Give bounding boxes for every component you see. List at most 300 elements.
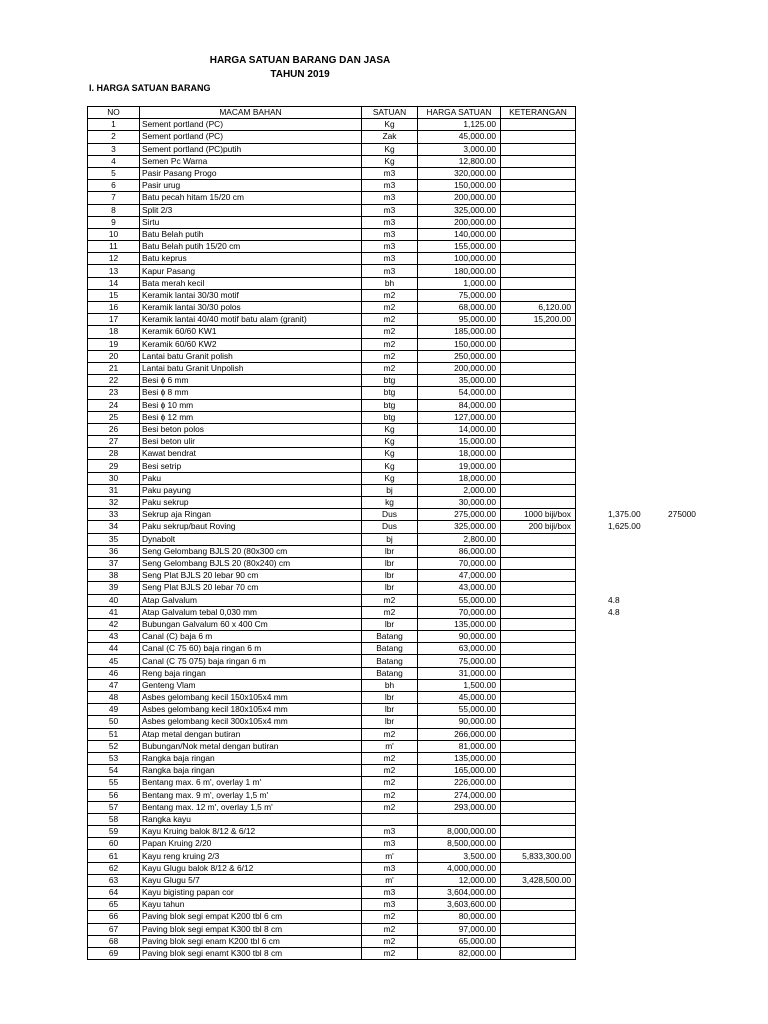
material-name: Atap Galvalum (140, 594, 362, 606)
remark (501, 436, 576, 448)
material-name: Sement portland (PC) (140, 119, 362, 131)
material-name: Sekrup aja Ringan (140, 509, 362, 521)
unit-price: 63,000.00 (418, 643, 501, 655)
row-number: 56 (88, 789, 140, 801)
material-name: Keramik lantai 40/40 motif batu alam (granit) (140, 314, 362, 326)
material-name: Kawat bendrat (140, 448, 362, 460)
unit: m3 (362, 826, 418, 838)
unit: m2 (362, 789, 418, 801)
material-name: Keramik lantai 30/30 motif (140, 289, 362, 301)
unit-price: 140,000.00 (418, 228, 501, 240)
row-number: 59 (88, 826, 140, 838)
material-name: Kapur Pasang (140, 265, 362, 277)
material-name: Lantai batu Granit Unpolish (140, 362, 362, 374)
unit-price: 19,000.00 (418, 460, 501, 472)
remark (501, 448, 576, 460)
material-name: Paku sekrup (140, 497, 362, 509)
row-number: 25 (88, 411, 140, 423)
material-name: Bentang max. 12 m', overlay 1,5 m' (140, 801, 362, 813)
unit-price: 127,000.00 (418, 411, 501, 423)
material-name: Kayu Glugu 5/7 (140, 874, 362, 886)
row-number: 47 (88, 679, 140, 691)
unit: Batang (362, 655, 418, 667)
table-row (88, 765, 576, 777)
unit: m3 (362, 838, 418, 850)
unit-price: 135,000.00 (418, 618, 501, 630)
row-number: 63 (88, 874, 140, 886)
remark (501, 192, 576, 204)
remark (501, 618, 576, 630)
material-name: Keramik 60/60 KW2 (140, 338, 362, 350)
material-name: Canal (C 75 60) baja ringan 6 m (140, 643, 362, 655)
unit: Zak (362, 131, 418, 143)
table-row (88, 557, 576, 569)
table-row (88, 777, 576, 789)
unit: lbr (362, 716, 418, 728)
material-name: Besi setrip (140, 460, 362, 472)
row-number: 49 (88, 704, 140, 716)
row-number: 66 (88, 911, 140, 923)
unit: Kg (362, 472, 418, 484)
unit: m3 (362, 192, 418, 204)
remark (501, 241, 576, 253)
remark (501, 801, 576, 813)
row-number: 13 (88, 265, 140, 277)
unit: m2 (362, 947, 418, 959)
unit-price: 325,000.00 (418, 521, 501, 533)
material-name: Reng baja ringan (140, 667, 362, 679)
material-name: Besi beton ulir (140, 436, 362, 448)
table-row (88, 947, 576, 959)
material-name: Batu pecah hitam 15/20 cm (140, 192, 362, 204)
unit: kg (362, 497, 418, 509)
remark (501, 362, 576, 374)
remark (501, 570, 576, 582)
remark (501, 582, 576, 594)
unit: lbr (362, 570, 418, 582)
row-number: 16 (88, 302, 140, 314)
material-name: Genteng Vlam (140, 679, 362, 691)
unit: btg (362, 375, 418, 387)
row-number: 2 (88, 131, 140, 143)
remark (501, 131, 576, 143)
row-number: 20 (88, 350, 140, 362)
table-row (88, 679, 576, 691)
table-row (88, 692, 576, 704)
unit-price: 65,000.00 (418, 935, 501, 947)
table-row (88, 655, 576, 667)
table-row (88, 594, 576, 606)
table-row (88, 411, 576, 423)
remark (501, 338, 576, 350)
material-name: Paku sekrup/baut Roving (140, 521, 362, 533)
unit: m' (362, 850, 418, 862)
row-number: 52 (88, 740, 140, 752)
remark (501, 411, 576, 423)
table-header-row (88, 107, 576, 119)
remark (501, 899, 576, 911)
row-number: 64 (88, 887, 140, 899)
unit: Kg (362, 460, 418, 472)
table-row (88, 265, 576, 277)
unit-price: 12,800.00 (418, 155, 501, 167)
row-number: 37 (88, 557, 140, 569)
column-header-satuan: SATUAN (362, 107, 418, 119)
material-name: Sement portland (PC) (140, 131, 362, 143)
unit: Batang (362, 643, 418, 655)
remark (501, 838, 576, 850)
table-row (88, 570, 576, 582)
unit-price: 274,000.00 (418, 789, 501, 801)
unit: m2 (362, 911, 418, 923)
unit-price: 86,000.00 (418, 545, 501, 557)
unit-price: 95,000.00 (418, 314, 501, 326)
remark (501, 277, 576, 289)
table-row (88, 155, 576, 167)
material-name: Kayu Glugu balok 8/12 & 6/12 (140, 862, 362, 874)
row-number: 28 (88, 448, 140, 460)
unit-price: 14,000.00 (418, 423, 501, 435)
unit-price: 165,000.00 (418, 765, 501, 777)
row-number: 46 (88, 667, 140, 679)
remark (501, 472, 576, 484)
table-row (88, 362, 576, 374)
remark (501, 265, 576, 277)
table-row (88, 911, 576, 923)
remark (501, 692, 576, 704)
unit-price: 18,000.00 (418, 472, 501, 484)
row-number: 32 (88, 497, 140, 509)
unit-price: 82,000.00 (418, 947, 501, 959)
remark (501, 631, 576, 643)
remark (501, 679, 576, 691)
table-row (88, 338, 576, 350)
remark (501, 606, 576, 618)
unit: m2 (362, 350, 418, 362)
unit-price: 1,125.00 (418, 119, 501, 131)
row-number: 1 (88, 119, 140, 131)
material-name: Besi ɸ 10 mm (140, 399, 362, 411)
row-number: 42 (88, 618, 140, 630)
unit: m2 (362, 935, 418, 947)
table-row (88, 509, 576, 521)
unit: Kg (362, 143, 418, 155)
material-name: Semen Pc Warna (140, 155, 362, 167)
row-number: 12 (88, 253, 140, 265)
remark (501, 484, 576, 496)
table-row (88, 667, 576, 679)
unit-price: 35,000.00 (418, 375, 501, 387)
remark (501, 350, 576, 362)
table-row (88, 180, 576, 192)
row-number: 58 (88, 813, 140, 825)
table-row (88, 716, 576, 728)
unit: bj (362, 484, 418, 496)
material-name: Bata merah kecil (140, 277, 362, 289)
remark (501, 497, 576, 509)
unit-price: 4,000,000.00 (418, 862, 501, 874)
table-row (88, 813, 576, 825)
table-body (88, 119, 576, 960)
unit-price: 3,603,600.00 (418, 899, 501, 911)
material-name: Seng Plat BJLS 20 lebar 90 cm (140, 570, 362, 582)
row-number: 39 (88, 582, 140, 594)
remark (501, 704, 576, 716)
unit: Batang (362, 667, 418, 679)
unit: Kg (362, 155, 418, 167)
material-name: Bubungan/Nok metal dengan butiran (140, 740, 362, 752)
unit-price: 250,000.00 (418, 350, 501, 362)
row-number: 15 (88, 289, 140, 301)
unit: m3 (362, 265, 418, 277)
row-number: 4 (88, 155, 140, 167)
remark (501, 655, 576, 667)
row-number: 30 (88, 472, 140, 484)
unit-price: 97,000.00 (418, 923, 501, 935)
table-row (88, 899, 576, 911)
table-row (88, 192, 576, 204)
unit: lbr (362, 582, 418, 594)
table-row (88, 643, 576, 655)
table-row (88, 326, 576, 338)
table-row (88, 204, 576, 216)
table-row (88, 874, 576, 886)
table-row (88, 497, 576, 509)
table-row (88, 862, 576, 874)
material-name: Besi beton polos (140, 423, 362, 435)
remark (501, 545, 576, 557)
remark (501, 326, 576, 338)
row-number: 69 (88, 947, 140, 959)
table-row (88, 606, 576, 618)
unit-price: 15,000.00 (418, 436, 501, 448)
remark (501, 911, 576, 923)
unit: lbr (362, 557, 418, 569)
table-row (88, 289, 576, 301)
material-name: Bubungan Galvalum 60 x 400 Cm (140, 618, 362, 630)
unit-price: 200,000.00 (418, 192, 501, 204)
side-note-value: 4.8 (608, 594, 620, 605)
unit-price: 68,000.00 (418, 302, 501, 314)
unit-price: 55,000.00 (418, 704, 501, 716)
remark (501, 460, 576, 472)
unit-price: 200,000.00 (418, 362, 501, 374)
remark (501, 594, 576, 606)
remark: 15,200.00 (501, 314, 576, 326)
material-name: Lantai batu Granit polish (140, 350, 362, 362)
remark (501, 935, 576, 947)
unit: Dus (362, 521, 418, 533)
unit-price: 75,000.00 (418, 655, 501, 667)
remark (501, 180, 576, 192)
material-name: Sirtu (140, 216, 362, 228)
row-number: 38 (88, 570, 140, 582)
table-row (88, 350, 576, 362)
row-number: 11 (88, 241, 140, 253)
material-name: Atap Galvalum tebal 0,030 mm (140, 606, 362, 618)
table-row (88, 728, 576, 740)
row-number: 19 (88, 338, 140, 350)
section-heading: I. HARGA SATUAN BARANG (89, 83, 211, 93)
table-row (88, 631, 576, 643)
unit-price (418, 813, 501, 825)
table-row (88, 228, 576, 240)
row-number: 23 (88, 387, 140, 399)
unit-price: 8,500,000.00 (418, 838, 501, 850)
row-number: 21 (88, 362, 140, 374)
unit-price: 43,000.00 (418, 582, 501, 594)
remark (501, 423, 576, 435)
row-number: 61 (88, 850, 140, 862)
row-number: 36 (88, 545, 140, 557)
unit: m2 (362, 606, 418, 618)
table-row (88, 752, 576, 764)
table-row (88, 618, 576, 630)
table-row (88, 436, 576, 448)
table-row (88, 521, 576, 533)
column-header-harga-satuan: HARGA SATUAN (418, 107, 501, 119)
table-row (88, 375, 576, 387)
unit: m3 (362, 887, 418, 899)
unit: Kg (362, 119, 418, 131)
material-name: Paku (140, 472, 362, 484)
unit-price: 150,000.00 (418, 180, 501, 192)
row-number: 18 (88, 326, 140, 338)
unit: Kg (362, 436, 418, 448)
material-name: Paving blok segi enamt K300 tbl 8 cm (140, 947, 362, 959)
table-row (88, 789, 576, 801)
table-row (88, 826, 576, 838)
material-name: Batu Belah putih (140, 228, 362, 240)
material-name: Paving blok segi enam K200 tbl 6 cm (140, 935, 362, 947)
remark (501, 740, 576, 752)
material-name: Canal (C) baja 6 m (140, 631, 362, 643)
table-row (88, 484, 576, 496)
remark (501, 716, 576, 728)
unit-price: 3,604,000.00 (418, 887, 501, 899)
row-number: 51 (88, 728, 140, 740)
unit: Kg (362, 423, 418, 435)
table-row (88, 216, 576, 228)
unit-price: 90,000.00 (418, 716, 501, 728)
table-row (88, 740, 576, 752)
material-name: Besi ɸ 8 mm (140, 387, 362, 399)
unit: btg (362, 399, 418, 411)
table-row (88, 838, 576, 850)
material-name: Pasir urug (140, 180, 362, 192)
material-name: Kayu tahun (140, 899, 362, 911)
row-number: 54 (88, 765, 140, 777)
material-name: Paving blok segi empat K300 tbl 8 cm (140, 923, 362, 935)
unit: m3 (362, 167, 418, 179)
table-row (88, 887, 576, 899)
unit: m3 (362, 899, 418, 911)
row-number: 40 (88, 594, 140, 606)
remark: 3,428,500.00 (501, 874, 576, 886)
unit-price: 200,000.00 (418, 216, 501, 228)
table-row (88, 704, 576, 716)
row-number: 57 (88, 801, 140, 813)
unit: lbr (362, 618, 418, 630)
unit (362, 813, 418, 825)
row-number: 45 (88, 655, 140, 667)
side-note-value: 275000 (668, 509, 696, 520)
unit-price: 47,000.00 (418, 570, 501, 582)
remark: 200 biji/box (501, 521, 576, 533)
unit: lbr (362, 545, 418, 557)
row-number: 50 (88, 716, 140, 728)
row-number: 14 (88, 277, 140, 289)
row-number: 24 (88, 399, 140, 411)
row-number: 9 (88, 216, 140, 228)
table-row (88, 241, 576, 253)
material-name: Rangka kayu (140, 813, 362, 825)
row-number: 17 (88, 314, 140, 326)
unit: m2 (362, 326, 418, 338)
unit-price: 293,000.00 (418, 801, 501, 813)
unit: m2 (362, 362, 418, 374)
remark (501, 752, 576, 764)
material-name: Sement portland (PC)putih (140, 143, 362, 155)
unit: bh (362, 679, 418, 691)
unit: m2 (362, 289, 418, 301)
unit-price: 45,000.00 (418, 692, 501, 704)
unit-price: 226,000.00 (418, 777, 501, 789)
side-note-value: 1,375.00 (608, 509, 641, 520)
remark (501, 728, 576, 740)
remark (501, 387, 576, 399)
remark (501, 375, 576, 387)
unit: m3 (362, 862, 418, 874)
remark (501, 399, 576, 411)
table-row (88, 448, 576, 460)
unit-price: 70,000.00 (418, 557, 501, 569)
unit: Kg (362, 448, 418, 460)
document-year: TAHUN 2019 (270, 69, 330, 80)
remark (501, 667, 576, 679)
remark (501, 119, 576, 131)
material-name: Asbes gelombang kecil 300x105x4 mm (140, 716, 362, 728)
material-name: Seng Gelombang BJLS 20 (80x240) cm (140, 557, 362, 569)
remark (501, 862, 576, 874)
material-name: Canal (C 75 075) baja ringan 6 m (140, 655, 362, 667)
remark (501, 216, 576, 228)
unit: m' (362, 740, 418, 752)
unit: btg (362, 387, 418, 399)
material-name: Kayu bigisting papan cor (140, 887, 362, 899)
unit-price: 100,000.00 (418, 253, 501, 265)
remark (501, 813, 576, 825)
table-row (88, 545, 576, 557)
material-name: Besi ɸ 12 mm (140, 411, 362, 423)
row-number: 60 (88, 838, 140, 850)
material-name: Seng Gelombang BJLS 20 (80x300 cm (140, 545, 362, 557)
row-number: 26 (88, 423, 140, 435)
remark: 5,833,300.00 (501, 850, 576, 862)
remark (501, 826, 576, 838)
material-name: Kayu reng kruing 2/3 (140, 850, 362, 862)
table-row (88, 923, 576, 935)
unit-price: 275,000.00 (418, 509, 501, 521)
unit-price: 185,000.00 (418, 326, 501, 338)
material-name: Keramik lantai 30/30 polos (140, 302, 362, 314)
material-name: Dynabolt (140, 533, 362, 545)
table-row (88, 399, 576, 411)
material-name: Paku payung (140, 484, 362, 496)
unit-price: 70,000.00 (418, 606, 501, 618)
unit: m3 (362, 180, 418, 192)
unit: m3 (362, 204, 418, 216)
